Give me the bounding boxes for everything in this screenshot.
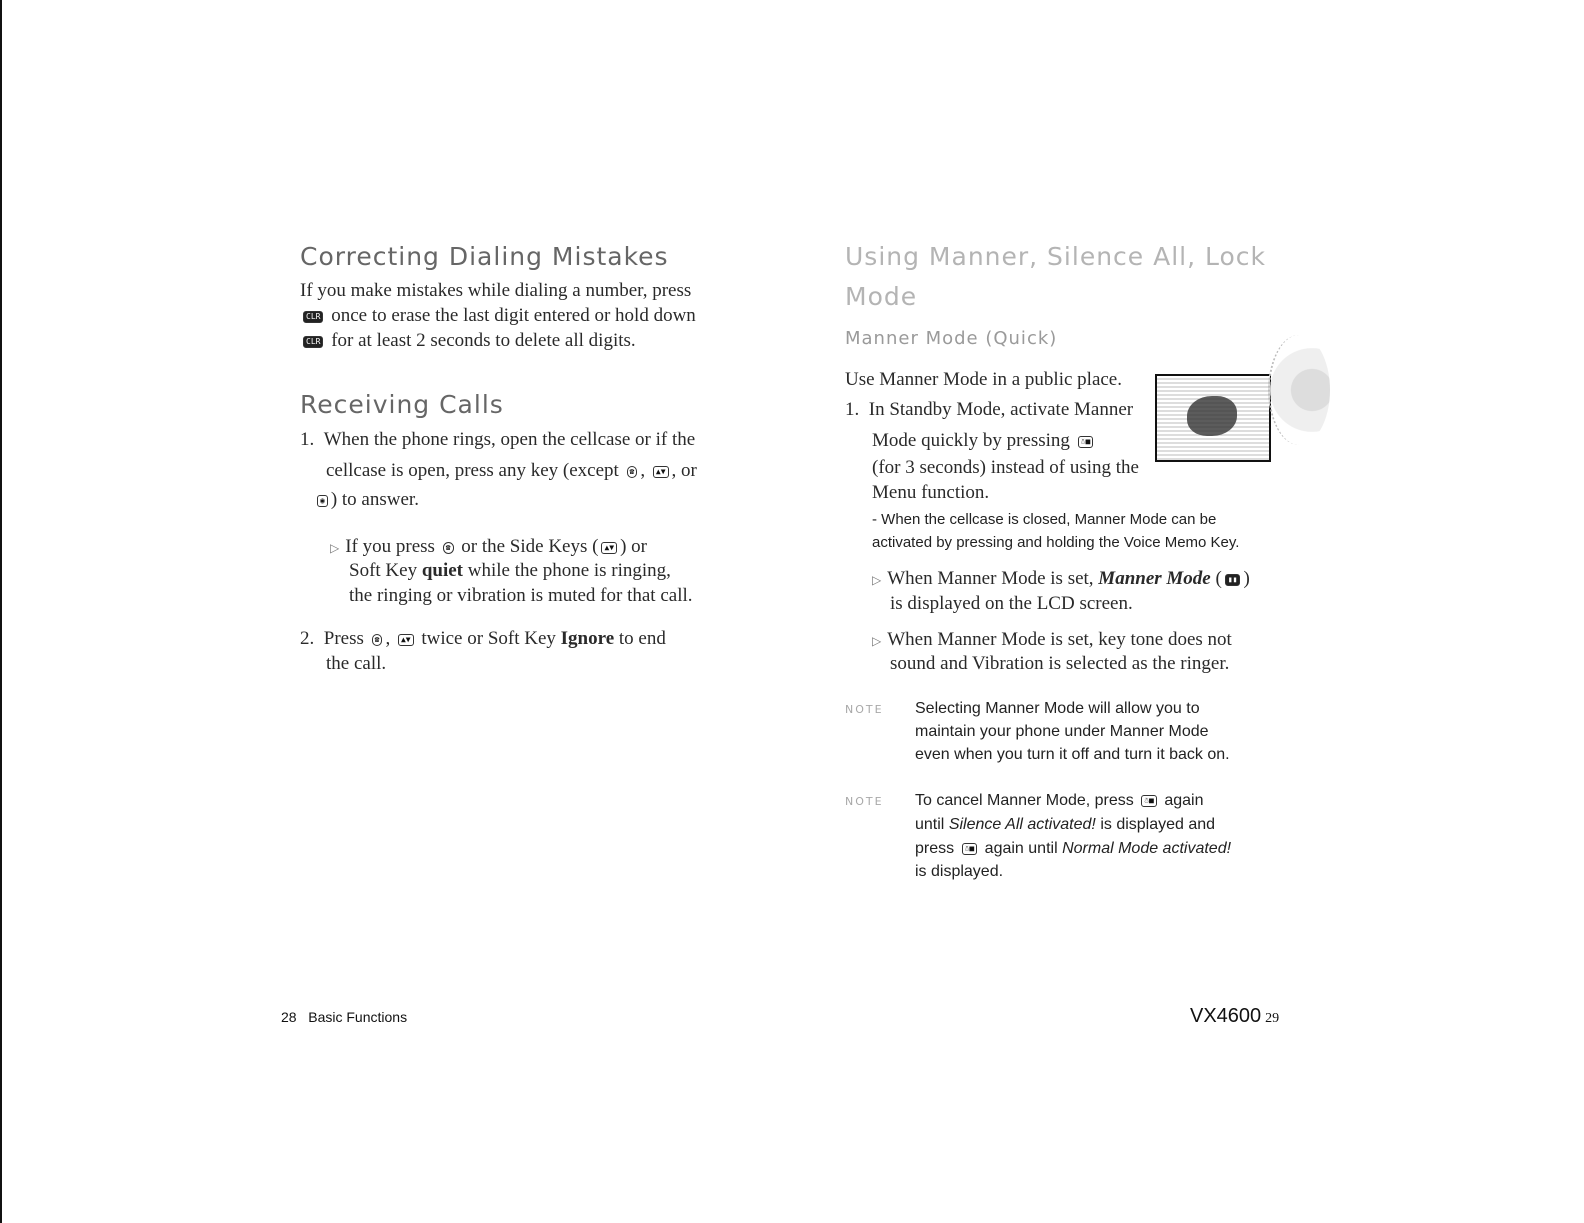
correcting-heading: Correcting Dialing Mistakes <box>300 242 669 271</box>
manner-step1-line2: Mode quickly by pressing ☃■ <box>872 428 1096 453</box>
manner-heading-line1: Using Manner, Silence All, Lock <box>845 242 1267 271</box>
end-key-icon: ☎ <box>372 634 383 646</box>
clr-key-icon: CLR <box>303 336 323 348</box>
bullet-arrow-icon: ▷ <box>872 573 882 587</box>
lcd-screen-illustration <box>1155 374 1271 462</box>
clr-key-icon: CLR <box>303 311 323 323</box>
correcting-line-2: CLR once to erase the last digit entered or hold down <box>300 303 696 328</box>
manner-bullet2-line2: sound and Vibration is selected as the ringer. <box>890 653 1230 674</box>
manner-key-icon: ☃■ <box>962 843 978 855</box>
page-edge-line <box>0 0 2 1223</box>
receiving-step1-line1: 1. When the phone rings, open the cellcase or if the <box>300 429 696 450</box>
side-keys-icon: ▲▼ <box>398 634 414 646</box>
correcting-line-1: If you make mistakes while dialing a number, press <box>300 280 692 301</box>
manner-bullet2-line1: ▷ When Manner Mode is set, key tone does not <box>872 629 1232 650</box>
left-page-number: 28 <box>281 1009 297 1025</box>
right-page-number: 29 <box>1265 1011 1280 1026</box>
note1-label: NOTE <box>845 703 884 716</box>
decorative-globe-image <box>1268 335 1330 445</box>
note2-line2: until Silence All activated! is displayed and <box>915 816 1216 833</box>
side-keys-icon: ▲▼ <box>601 542 617 554</box>
manner-intro: Use Manner Mode in a public place. <box>845 369 1122 390</box>
receiving-step2-line2: the call. <box>326 653 387 674</box>
receiving-bullet-line1: ▷ If you press ☎ or the Side Keys ( ▲▼ ) or <box>330 536 648 557</box>
bullet-arrow-icon: ▷ <box>872 634 882 648</box>
receiving-heading: Receiving Calls <box>300 390 504 419</box>
manner-bullet1-line2: is displayed on the LCD screen. <box>890 593 1133 614</box>
correcting-line-3: CLR for at least 2 seconds to delete all digits. <box>300 328 636 353</box>
footer-model-name: VX4600 <box>1190 1005 1262 1027</box>
note1-line2: maintain your phone under Manner Mode <box>915 723 1209 740</box>
manner-step1-line1: 1. In Standby Mode, activate Manner <box>845 399 1134 420</box>
receiving-step1-line2: cellcase is open, press any key (except ☎ , ▲▼ , or <box>326 460 697 481</box>
side-keys-icon: ▲▼ <box>653 466 669 478</box>
manner-mode-indicator-icon: ▮▮ <box>1225 574 1241 586</box>
note1-line1: Selecting Manner Mode will allow you to <box>915 700 1200 717</box>
note2-line1: To cancel Manner Mode, press ☃■ again <box>915 792 1204 809</box>
footer-right <box>1190 1005 1279 1028</box>
note1-line3: even when you turn it off and turn it back on. <box>915 746 1230 763</box>
end-key-icon: ☎ <box>627 466 638 478</box>
manner-step1-line3: (for 3 seconds) instead of using the <box>872 457 1139 478</box>
note2-label: NOTE <box>845 795 884 808</box>
receiving-bullet-line3: the ringing or vibration is muted for that call. <box>349 585 693 606</box>
manner-step1-line4: Menu function. <box>872 482 990 503</box>
voice-memo-key-icon: ◉ <box>317 495 328 507</box>
manner-quick-subheading: Manner Mode (Quick) <box>845 328 1058 349</box>
receiving-bullet-line2: Soft Key quiet while the phone is ringing, <box>349 560 671 581</box>
end-key-icon: ☎ <box>443 542 454 554</box>
note2-line4: is displayed. <box>915 863 1004 880</box>
bullet-arrow-icon: ▷ <box>330 541 340 555</box>
manner-key-icon: ☃■ <box>1141 795 1157 807</box>
footer-left <box>281 1009 407 1025</box>
manner-heading-line2: Mode <box>845 282 918 311</box>
note2-line3: press ☃■ again until Normal Mode activated! <box>915 840 1232 857</box>
manner-key-icon: ☃■ <box>1078 436 1094 448</box>
footer-section-name: Basic Functions <box>308 1009 408 1025</box>
receiving-step2-line1: 2. Press ☎ , ▲▼ twice or Soft Key Ignore to end <box>300 628 666 649</box>
manner-dash-line1: - When the cellcase is closed, Manner Mode can be <box>872 511 1217 528</box>
receiving-step1-line3: ◉ ) to answer. <box>314 487 419 512</box>
manner-dash-line2: activated by pressing and holding the Voice Memo Key. <box>872 534 1240 551</box>
manner-bullet1-line1: ▷ When Manner Mode is set, Manner Mode ( ▮▮ ) <box>872 568 1250 589</box>
